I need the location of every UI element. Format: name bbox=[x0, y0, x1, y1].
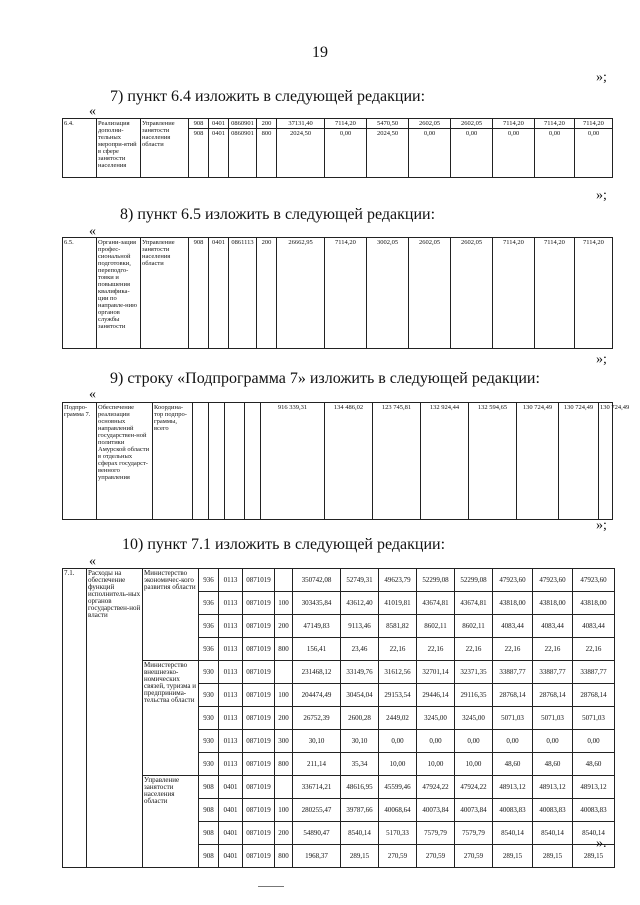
cell: 132 924,44 bbox=[421, 403, 469, 520]
opening-quote: « bbox=[89, 224, 96, 239]
cell: 43818,00 bbox=[573, 592, 615, 615]
cell: 22,16 bbox=[455, 638, 493, 661]
cell: 0,00 bbox=[409, 129, 451, 178]
cell: 908 bbox=[199, 799, 219, 822]
cell: 0871019 bbox=[243, 684, 275, 707]
item-number: 7.1. bbox=[63, 569, 87, 868]
cell: 2024,50 bbox=[367, 129, 409, 178]
cell: 130 724,49 bbox=[517, 403, 559, 520]
cell: 48913,12 bbox=[573, 776, 615, 799]
cell: 29446,14 bbox=[417, 684, 455, 707]
cell: 49623,79 bbox=[379, 569, 417, 592]
cell: 930 bbox=[199, 730, 219, 753]
cell: 231468,12 bbox=[293, 661, 341, 684]
cell: 800 bbox=[275, 753, 293, 776]
cell: 0871019 bbox=[243, 569, 275, 592]
cell: 200 bbox=[275, 822, 293, 845]
cell: 2449,02 bbox=[379, 707, 417, 730]
item-number: 6.5. bbox=[63, 238, 97, 349]
heading-8: 8) пункт 6.5 изложить в следующей редакции: bbox=[120, 206, 436, 223]
opening-quote: « bbox=[89, 104, 96, 119]
cell: 0871019 bbox=[243, 615, 275, 638]
cell: 8602,11 bbox=[455, 615, 493, 638]
cell: 200 bbox=[257, 119, 277, 129]
cell: 8540,14 bbox=[533, 822, 573, 845]
cell: 936 bbox=[199, 592, 219, 615]
cell: 134 486,02 bbox=[325, 403, 373, 520]
cell: 48,60 bbox=[533, 753, 573, 776]
cell: 2024,50 bbox=[277, 129, 325, 178]
cell: 30,10 bbox=[341, 730, 379, 753]
table-row bbox=[63, 661, 615, 684]
table-row bbox=[63, 403, 613, 520]
closing-quote: »; bbox=[596, 518, 607, 533]
cell: 7579,79 bbox=[455, 822, 493, 845]
cell: 0,00 bbox=[535, 129, 575, 178]
cell: 33887,77 bbox=[533, 661, 573, 684]
cell: 289,15 bbox=[533, 845, 573, 868]
cell: 289,15 bbox=[573, 845, 615, 868]
cell: 47149,83 bbox=[293, 615, 341, 638]
cell: 200 bbox=[275, 615, 293, 638]
cell: 270,59 bbox=[417, 845, 455, 868]
cell: 0,00 bbox=[417, 730, 455, 753]
cell: 47924,22 bbox=[455, 776, 493, 799]
cell: 29116,35 bbox=[455, 684, 493, 707]
cell: 5170,33 bbox=[379, 822, 417, 845]
cell: 52749,31 bbox=[341, 569, 379, 592]
cell: 0871019 bbox=[243, 592, 275, 615]
cell: 22,16 bbox=[417, 638, 455, 661]
cell: 0113 bbox=[219, 753, 243, 776]
cell: 930 bbox=[199, 684, 219, 707]
cell: 48,60 bbox=[493, 753, 533, 776]
cell: 2602,05 bbox=[409, 119, 451, 129]
cell: 2602,05 bbox=[451, 238, 493, 349]
footer-line bbox=[258, 886, 284, 887]
cell: 0871019 bbox=[243, 707, 275, 730]
cell: 0871019 bbox=[243, 776, 275, 799]
table-item-7-1 bbox=[62, 568, 615, 868]
cell: 350742,08 bbox=[293, 569, 341, 592]
closing-quote: »; bbox=[596, 188, 607, 203]
cell: 156,41 bbox=[293, 638, 341, 661]
cell: 40073,84 bbox=[417, 799, 455, 822]
cell: 0113 bbox=[219, 661, 243, 684]
heading-9: 9) строку «Подпрограмма 7» изложить в следующей редакции: bbox=[110, 370, 540, 387]
cell: 33149,76 bbox=[341, 661, 379, 684]
page-number: 19 bbox=[312, 44, 328, 61]
cell: 8540,14 bbox=[493, 822, 533, 845]
cell: 936 bbox=[199, 569, 219, 592]
cell: 5071,03 bbox=[493, 707, 533, 730]
cell: 8540,14 bbox=[341, 822, 379, 845]
cell: 7114,20 bbox=[575, 119, 613, 129]
cell: 908 bbox=[189, 119, 209, 129]
cell: 0,00 bbox=[493, 129, 535, 178]
cell: 7114,20 bbox=[535, 119, 575, 129]
executor: Управление занятости населения области bbox=[143, 776, 199, 868]
cell: 40083,83 bbox=[573, 799, 615, 822]
cell: 270,59 bbox=[455, 845, 493, 868]
closing-quote: ». bbox=[596, 836, 607, 851]
table-subprogram-7 bbox=[62, 402, 630, 520]
cell: 930 bbox=[199, 661, 219, 684]
heading-10: 10) пункт 7.1 изложить в следующей редакции: bbox=[122, 536, 446, 553]
cell: 0113 bbox=[219, 730, 243, 753]
cell: 0113 bbox=[219, 569, 243, 592]
cell: 200 bbox=[275, 707, 293, 730]
table-item-6-4 bbox=[62, 118, 613, 178]
cell: 0113 bbox=[219, 638, 243, 661]
cell: 47923,60 bbox=[493, 569, 533, 592]
cell: 48913,12 bbox=[493, 776, 533, 799]
cell: 7114,20 bbox=[575, 238, 613, 349]
cell: 22,16 bbox=[493, 638, 533, 661]
cell: 204474,49 bbox=[293, 684, 341, 707]
cell: 28768,14 bbox=[573, 684, 615, 707]
cell: 10,00 bbox=[379, 753, 417, 776]
cell: 39787,66 bbox=[341, 799, 379, 822]
cell: 0401 bbox=[219, 822, 243, 845]
cell: 47923,60 bbox=[533, 569, 573, 592]
cell: 303435,84 bbox=[293, 592, 341, 615]
cell: 0401 bbox=[209, 129, 229, 178]
cell: 32701,14 bbox=[417, 661, 455, 684]
cell: 0401 bbox=[219, 776, 243, 799]
table-item-6-5 bbox=[62, 237, 613, 349]
cell bbox=[245, 403, 261, 520]
cell: 7114,20 bbox=[325, 119, 367, 129]
cell bbox=[275, 661, 293, 684]
cell: 100 bbox=[275, 799, 293, 822]
cell: 28768,14 bbox=[493, 684, 533, 707]
cell: 8602,11 bbox=[417, 615, 455, 638]
cell: 47923,60 bbox=[573, 569, 615, 592]
executor: Министерство внешнеэко-номических связей, туризма и предпринима-тельства области bbox=[143, 661, 199, 776]
executor: Управление занятости населения области bbox=[141, 238, 189, 349]
cell: 0113 bbox=[219, 707, 243, 730]
cell: 0861113 bbox=[229, 238, 257, 349]
heading-7: 7) пункт 6.4 изложить в следующей редакции: bbox=[110, 88, 426, 105]
cell: 7114,20 bbox=[535, 238, 575, 349]
cell: 2600,28 bbox=[341, 707, 379, 730]
cell: 908 bbox=[199, 776, 219, 799]
cell: 10,00 bbox=[455, 753, 493, 776]
cell: 908 bbox=[189, 238, 209, 349]
cell: 130 724,49 bbox=[599, 403, 613, 520]
cell: 40083,83 bbox=[493, 799, 533, 822]
cell: 936 bbox=[199, 638, 219, 661]
cell: 43674,81 bbox=[417, 592, 455, 615]
cell: 23,46 bbox=[341, 638, 379, 661]
cell: 26752,39 bbox=[293, 707, 341, 730]
cell bbox=[193, 403, 209, 520]
closing-quote: »; bbox=[596, 352, 607, 367]
cell: 29153,54 bbox=[379, 684, 417, 707]
opening-quote: « bbox=[89, 554, 96, 569]
cell: 7579,79 bbox=[417, 822, 455, 845]
cell: 30454,04 bbox=[341, 684, 379, 707]
cell: 800 bbox=[257, 129, 277, 178]
cell: 43818,00 bbox=[533, 592, 573, 615]
cell: 930 bbox=[199, 707, 219, 730]
cell: 28768,14 bbox=[533, 684, 573, 707]
cell: 0860901 bbox=[229, 129, 257, 178]
cell: 30,10 bbox=[293, 730, 341, 753]
cell: 4083,44 bbox=[533, 615, 573, 638]
cell: 7114,20 bbox=[325, 238, 367, 349]
executor: Министерство экономичес-кого развития области bbox=[143, 569, 199, 661]
cell: 9113,46 bbox=[341, 615, 379, 638]
cell: 40083,83 bbox=[533, 799, 573, 822]
cell: 4083,44 bbox=[573, 615, 615, 638]
cell: 0860901 bbox=[229, 119, 257, 129]
cell: 908 bbox=[189, 129, 209, 178]
cell: 47924,22 bbox=[417, 776, 455, 799]
cell: 3245,00 bbox=[417, 707, 455, 730]
cell: 0401 bbox=[219, 799, 243, 822]
cell: 0,00 bbox=[455, 730, 493, 753]
cell: 33887,77 bbox=[573, 661, 615, 684]
table-row bbox=[63, 119, 613, 129]
cell: 4083,44 bbox=[493, 615, 533, 638]
cell: 3245,00 bbox=[455, 707, 493, 730]
cell: 35,34 bbox=[341, 753, 379, 776]
cell: 40068,64 bbox=[379, 799, 417, 822]
cell: 45599,46 bbox=[379, 776, 417, 799]
cell: 270,59 bbox=[379, 845, 417, 868]
cell: 26662,95 bbox=[277, 238, 325, 349]
cell: 0871019 bbox=[243, 753, 275, 776]
item-name: Органи-зация профес-сиональной подготовки, переподго-товки и повышения квалифика-ции по направле-нию органов службы занятости bbox=[97, 238, 141, 349]
cell: 916 339,31 bbox=[261, 403, 325, 520]
cell bbox=[225, 403, 245, 520]
cell: 0113 bbox=[219, 684, 243, 707]
cell: 0,00 bbox=[533, 730, 573, 753]
cell: 48616,95 bbox=[341, 776, 379, 799]
cell: 930 bbox=[199, 753, 219, 776]
cell bbox=[209, 403, 225, 520]
cell: 0871019 bbox=[243, 799, 275, 822]
cell: 48913,12 bbox=[533, 776, 573, 799]
item-name: Обеспечение реализации основных направлений государствен-ной политики Амурской области в отдельных сферах государст-венного управления bbox=[97, 403, 153, 520]
cell: 43612,40 bbox=[341, 592, 379, 615]
cell bbox=[275, 569, 293, 592]
cell: 8540,14 bbox=[573, 822, 615, 845]
cell: 300 bbox=[275, 730, 293, 753]
cell: 289,15 bbox=[493, 845, 533, 868]
cell: 336714,21 bbox=[293, 776, 341, 799]
cell: 37131,40 bbox=[277, 119, 325, 129]
cell: 22,16 bbox=[573, 638, 615, 661]
cell: 100 bbox=[275, 684, 293, 707]
cell: 0,00 bbox=[493, 730, 533, 753]
table-row bbox=[63, 776, 615, 799]
cell: 0871019 bbox=[243, 822, 275, 845]
cell: 100 bbox=[275, 592, 293, 615]
item-name: Расходы на обеспечение функций исполнитель-ных органов государствен-ной власти bbox=[87, 569, 143, 868]
cell: 48,60 bbox=[573, 753, 615, 776]
cell: 0401 bbox=[209, 119, 229, 129]
cell: 3002,05 bbox=[367, 238, 409, 349]
table-7-1-body bbox=[63, 569, 615, 868]
cell: 0113 bbox=[219, 615, 243, 638]
cell: 0,00 bbox=[451, 129, 493, 178]
cell: 0,00 bbox=[575, 129, 613, 178]
cell: 132 594,65 bbox=[469, 403, 517, 520]
table-row bbox=[63, 238, 613, 349]
cell: 0,00 bbox=[379, 730, 417, 753]
cell: 5470,50 bbox=[367, 119, 409, 129]
cell: 33887,77 bbox=[493, 661, 533, 684]
item-number: 6.4. bbox=[63, 119, 97, 178]
cell: 0,00 bbox=[573, 730, 615, 753]
cell: 908 bbox=[199, 845, 219, 868]
executor: Координа-тор подпро-граммы, всего bbox=[153, 403, 193, 520]
cell: 0,00 bbox=[325, 129, 367, 178]
cell: 123 745,81 bbox=[373, 403, 421, 520]
item-name: Реализация дополни-тельных меропри-ятий в сфере занятости населения bbox=[97, 119, 141, 178]
cell: 280255,47 bbox=[293, 799, 341, 822]
opening-quote: « bbox=[89, 387, 96, 402]
cell: 211,14 bbox=[293, 753, 341, 776]
executor: Управление занятости населения области bbox=[141, 119, 189, 178]
cell: 0871019 bbox=[243, 730, 275, 753]
table-row bbox=[63, 569, 615, 592]
cell: 5071,03 bbox=[573, 707, 615, 730]
cell: 41019,81 bbox=[379, 592, 417, 615]
cell bbox=[275, 776, 293, 799]
closing-quote: »; bbox=[596, 70, 607, 85]
cell: 7114,20 bbox=[493, 238, 535, 349]
cell: 10,00 bbox=[417, 753, 455, 776]
cell: 200 bbox=[257, 238, 277, 349]
cell: 7114,20 bbox=[493, 119, 535, 129]
cell: 40073,84 bbox=[455, 799, 493, 822]
cell: 0401 bbox=[209, 238, 229, 349]
cell: 908 bbox=[199, 822, 219, 845]
cell: 2602,05 bbox=[409, 238, 451, 349]
cell: 0871019 bbox=[243, 845, 275, 868]
cell: 43818,00 bbox=[493, 592, 533, 615]
item-number: Подпро-грамма 7. bbox=[63, 403, 97, 520]
cell: 52299,08 bbox=[455, 569, 493, 592]
cell: 22,16 bbox=[379, 638, 417, 661]
cell: 43674,81 bbox=[455, 592, 493, 615]
cell: 54890,47 bbox=[293, 822, 341, 845]
cell: 2602,05 bbox=[451, 119, 493, 129]
cell: 800 bbox=[275, 845, 293, 868]
cell: 0871019 bbox=[243, 638, 275, 661]
cell: 0401 bbox=[219, 845, 243, 868]
cell: 0113 bbox=[219, 592, 243, 615]
cell: 8581,82 bbox=[379, 615, 417, 638]
cell: 5071,03 bbox=[533, 707, 573, 730]
cell: 32371,35 bbox=[455, 661, 493, 684]
cell: 130 724,49 bbox=[559, 403, 599, 520]
cell: 800 bbox=[275, 638, 293, 661]
cell: 936 bbox=[199, 615, 219, 638]
cell: 22,16 bbox=[533, 638, 573, 661]
cell: 52299,08 bbox=[417, 569, 455, 592]
cell: 1968,37 bbox=[293, 845, 341, 868]
cell: 31612,56 bbox=[379, 661, 417, 684]
cell: 0871019 bbox=[243, 661, 275, 684]
cell: 289,15 bbox=[341, 845, 379, 868]
